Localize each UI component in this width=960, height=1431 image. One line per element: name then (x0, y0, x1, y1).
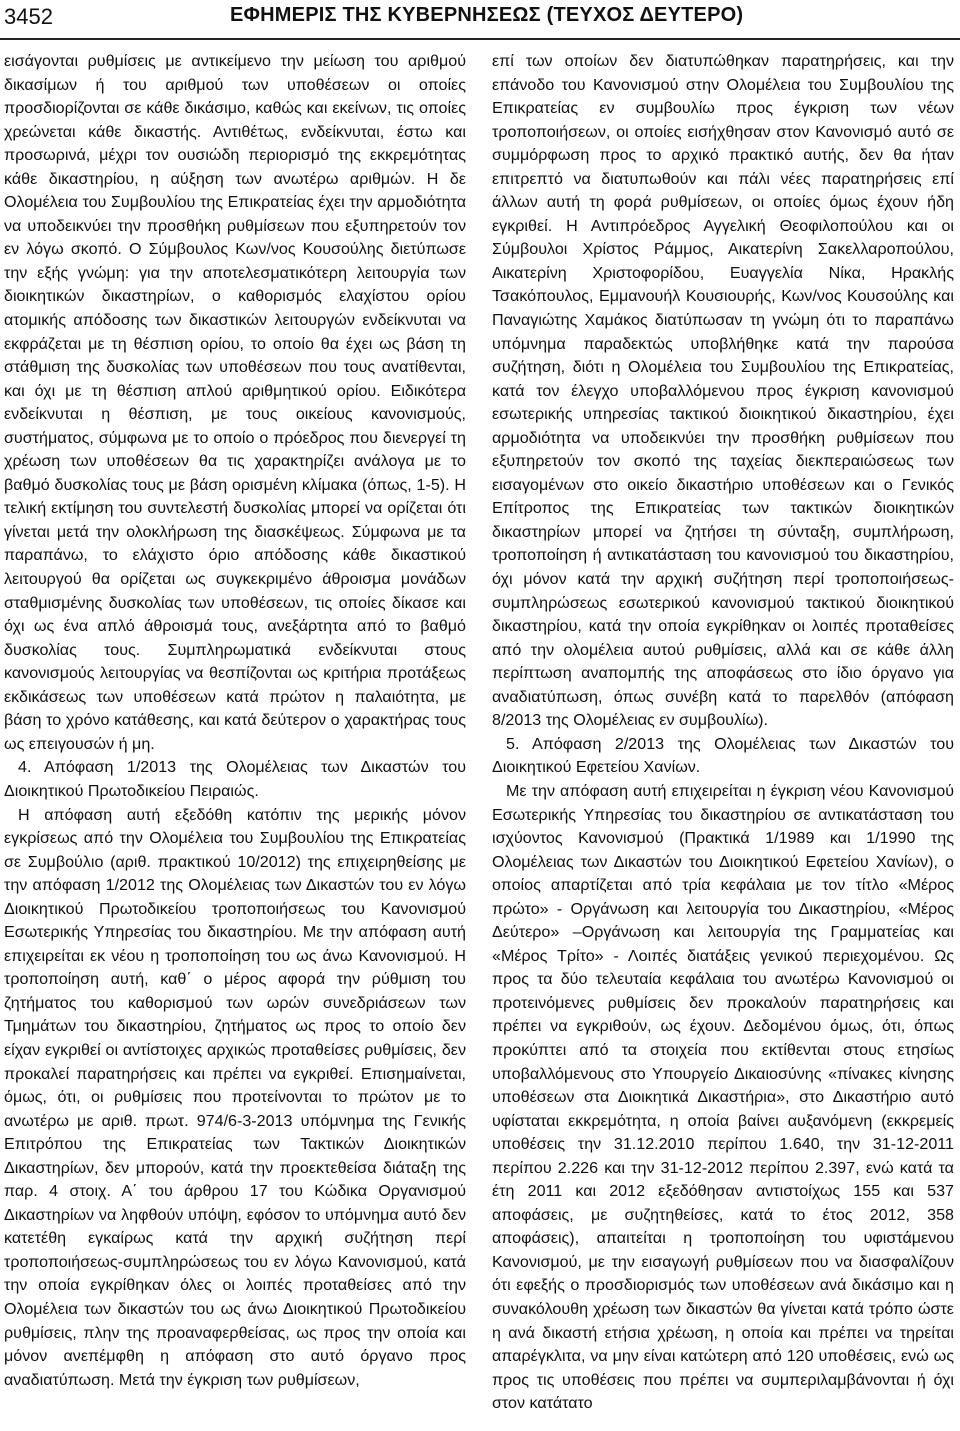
left-column (4, 50, 466, 1392)
paragraph: Με την απόφαση αυτή επιχειρείται η έγκριση νέου Κανονισμού Εσωτερικής Υπηρεσίας του δικαστηρίου σε αντικατάσταση του ισχύοντος Κανονισμού (Πρακτικά 1/1989 και 1/1990 της Ολομέλειας των Δικαστών του Διοικητικού Εφετείου Χανίων), ο οποίος απαρτίζεται από τρία κεφάλαια με τον τίτλο «Μέρος πρώτο» - Οργάνωση και λειτουργία του Δικαστηρίου, «Μέρος Δεύτερο» –Οργάνωση και λειτουργία της Γραμματείας και «Μέρος Τρίτο» - Λοιπές διατάξεις γενικού περιεχομένου. Ως προς τα δύο τελευταία κεφάλαια του ανωτέρω Κανονισμού οι προτεινόμενες ρυθμίσεις δεν προκαλούν παρατηρήσεις και πρέπει να εγκριθούν, ως έχουν. Δεδομένου όμως, ότι, όπως προκύπτει από τα στοιχεία που εκτίθενται στους ετησίως υποβαλλόμενους στο Υπουργείο Δικαιοσύνης «πίνακες κίνησης υποθέσεων στα Διοικητικά Δικαστήρια», στο Δικαστήριο αυτό υφίσταται εκκρεμότητα, η οποία βαίνει αυξανόμενη (εκκρεμείς υποθέσεις την 31.12.2010 περίπου 1.640, την 31-12-2011 περίπου 2.226 και την 31-12-2012 περίπου 2.397, ενώ κατά τα έτη 2011 και 2012 εξεδόθησαν αντιστοίχως 155 και 537 αποφάσεις, με συζητηθείσες, κατά το έτος 2012, 358 αποφάσεις), απαιτείται η τροποποίηση του υφιστάμενου Κανονισμού, με την εισαγωγή ρυθμίσεων που να διασφαλίζουν ότι εφεξής ο προσδιορισμός των υποθέσεων ανά δικάσιμο και η συνακόλουθη χρέωση των δικαστών θα γίνεται κατά τρόπο ώστε η ανά δικαστή ετήσια χρέωση, η οποία και πρέπει να τηρείται απαρέγκλιτα, να μην είναι κατώτερη από 120 υποθέσεις, ενώ ως προς τις υποθέσεις που πρέπει να συμπεριλαμβάνονται ή όχι στον κατάτατο (492, 781, 954, 1413)
paragraph: επί των οποίων δεν διατυπώθηκαν παρατηρήσεις, και την επάνοδο του Κανονισμού στην Ολομέλεια του Συμβουλίου της Επικρατείας εν συμβουλίω προς έγκριση των νέων τροποποιήσεων, οι οποίες εισήχθησαν στον Κανονισμό αυτό σε συμμόρφωση προς το αρχικό πρακτικό αυτής, δεν θα ήταν επιτρεπτό να διατυπωθούν και πάλι νέες παρατηρήσεις επί άλλων αυτή τη φορά ρυθμίσεων, οι οποίες όμως έχουν ήδη εγκριθεί. Η Αντιπρόεδρος Αγγελική Θεοφιλοπούλου και οι Σύμβουλοι Χρίστος Ράμμος, Αικατερίνη Σακελλαροπούλου, Αικατερίνη Χριστοφορίδου, Ευαγγελία Νίκα, Ηρακλής Τσακόπουλος, Εμμανουήλ Κουσιουρής, Κων/νος Κουσούλης και Παναγιώτης Χαμάκος διατύπωσαν τη γνώμη ότι το παραπάνω υπόμνημα παραδεκτώς υποβλήθηκε κατά την παρούσα συζήτηση, διότι η Ολομέλεια του Συμβουλίου της Επικρατείας, κατά τον έλεγχο υποβαλλόμενου προς έγκριση κανονισμού εσωτερικής υπηρεσίας τακτικού διοικητικού δικαστηρίου, έχει αρμοδιότητα να υποδεικνύει την προσθήκη ρυθμίσεων που εξυπηρετούν τον σκοπό της ταχείας διεκπεραιώσεως των εισαγομένων στο οικείο δικαστήριο υποθέσεων και ο Γενικός Επίτροπος της Επικρατείας των τακτικών διοικητικών δικαστηρίων μπορεί να ζητήσει τη σύνταξη, συμπλήρωση, τροποποίηση ή αντικατάσταση του κανονισμού του δικαστηρίου, όχι μόνον κατά την αρχική συζήτηση περί τροποποιήσεως-συμπληρώσεως εσωτερικού κανονισμού τακτικού διοικητικού δικαστηρίου, κατά την οποία εγκρίθηκαν οι λοιπές προταθείσες από την ολομέλεια αυτού ρυθμίσεις, αλλά και σε κάθε άλλη περίπτωση αναπομπής της αποφάσεως στο ίδιο όργανο για αναδιατύπωση, όπως συνέβη κατά το παρελθόν (απόφαση 8/2013 της Ολομέλειας εν συμβουλίω). (492, 52, 954, 730)
journal-title: ΕΦΗΜΕΡΙΣ ΤΗΣ ΚΥΒΕΡΝΗΣΕΩΣ (ΤΕΥΧΟΣ ΔΕΥΤΕΡΟ) (230, 4, 744, 26)
paragraph: Η απόφαση αυτή εξεδόθη κατόπιν της μερικής μόνον εγκρίσεως από την Ολομέλεια του Συμβουλίου της Επικρατείας σε Συμβούλιο (αριθ. πρακτικού 10/2012) της επιχειρηθείσης με την απόφαση 1/2012 της Ολομέλειας των Δικαστών του εν λόγω Διοικητικού Πρωτοδικείου τροποποιήσεως του Κανονισμού Εσωτερικής Υπηρεσίας του δικαστηρίου. Με την απόφαση αυτή επιχειρείται εκ νέου η τροποποίηση του ως άνω Κανονισμού. Η τροποποίηση αυτή, καθ΄ ο μέρος αφορά την ρύθμιση του ζητήματος του καθορισμού των ωρών συνεδριάσεων των Τμημάτων του δικαστηρίου, ζητήματος ως προς το οποίο δεν είχαν εγκριθεί οι αντίστοιχες αρχικώς προταθείσες ρυθμίσεις, δεν προκαλεί παρατηρήσεις και πρέπει να εγκριθεί. Επισημαίνεται, όμως, ότι, οι ρυθμίσεις που προτείνονται το πρώτον με το ανωτέρω με αριθ. πρωτ. 974/6-3-2013 υπόμνημα της Γενικής Επιτρόπου της Επικρατείας των Τακτικών Διοικητικών Δικαστηρίων, δεν μπορούν, κατά την προεκτεθείσα διάταξη της παρ. 4 στοιχ. Α΄ του άρθρου 17 του Κώδικα Οργανισμού Δικαστηρίων να ληφθούν υπόψη, εφόσον το υπόμνημα αυτό δεν κατετέθη εγκαίρως κατά την αρχική συζήτηση περί τροποποιήσεως-συμπληρώσεως του εν λόγω Κανονισμού, κατά την οποία εγκρίθηκαν όλες οι λοιπές προταθείσες από την Ολομέλεια των δικαστών του ως άνω Διοικητικού Πρωτοδικείου ρυθμίσεις, πλην της προαναφερθείσας, ως προς την οποία και μόνον ανεπέμφθη η απόφαση στο αυτό όργανο προς αναδιατύπωση. Μετά την έγκριση των ρυθμίσεων, (4, 805, 466, 1389)
page-number: 3452 (4, 4, 53, 29)
section-heading: 5. Απόφαση 2/2013 της Ολομέλειας των Δικαστών του Διοικητικού Εφετείου Χανίων. (492, 734, 954, 777)
page-header (0, 0, 960, 40)
paragraph: εισάγονται ρυθμίσεις με αντικείμενο την μείωση του αριθμού δικασίμων ή του αριθμού των υποθέσεων οι οποίες προσδιορίζονται σε κάθε δικάσιμο, καθώς και εκείνων, τις οποίες χρεώνεται κάθε δικαστής. Αντιθέτως, ενδείκνυται, έστω και προσωρινά, μέχρι τον ουσιώδη περιορισμό της εκκρεμότητας κάθε δικαστηρίου, η αύξηση των ανωτέρω αριθμών. Η δε Ολομέλεια του Συμβουλίου της Επικρατείας έχει την αρμοδιότητα να υποδεικνύει την προσθήκη ρυθμίσεων που εξυπηρετούν τον εν λόγω σκοπό. Ο Σύμβουλος Κων/νος Κουσούλης διετύπωσε την εξής γνώμη: για την αποτελεσματικότερη λειτουργία των διοικητικών δικαστηρίων, ο καθορισμός ελαχίστου ορίου ατομικής απόδοσης των δικαστικών λειτουργών ενδείκνυται να εκφράζεται με τη θέσπιση ορίου, το οποίο θα έχει ως βάση τη στάθμιση της δυσκολίας των υποθέσεων που τους ανατίθενται, και όχι με τη θέσπιση απλού αριθμητικού ορίου. Ειδικότερα ενδείκνυται η θέσπιση, με τους οικείους κανονισμούς, συστήματος, σύμφωνα με το οποίο ο πρόεδρος που διενεργεί τη χρέωση των υποθέσεων θα τις χαρακτηρίζει ανάλογα με το βαθμό δυσκολίας τους με βάση ορισμένη κλίμακα (όπως, 1-5). Η τελική εκτίμηση του συντελεστή δυσκολίας μπορεί να ορίζεται ότι γίνεται μετά την ολοκλήρωση της διασκέψεως. Σύμφωνα με τα παραπάνω, το ελάχιστο όριο απόδοσης κάθε δικαστικού λειτουργού θα ορίζεται ως συγκεκριμένο άθροισμα μονάδων σταθμισμένης δυσκολίας των υποθέσεων, τις οποίες δίκασε και όχι ως ένα απλό άθροισμά τους, ανεξάρτητα από το βαθμό δυσκολίας τους. Συμπληρωματικά ενδείκνυται στους κανονισμούς λειτουργίας να θεσπίζονται ως κριτήρια προτάξεως εκδικάσεως των υποθέσεων κατά πρώτον η παλαιότητα, με βάση το χρόνο κατάθεσης, και κατά δεύτερον ο χαρακτήρας τους ως επειγουσών ή μη. (4, 52, 466, 753)
right-column (492, 50, 954, 1416)
section-heading: 4. Απόφαση 1/2013 της Ολομέλειας των Δικαστών του Διοικητικού Πρωτοδικείου Πειραιώς. (4, 758, 466, 800)
